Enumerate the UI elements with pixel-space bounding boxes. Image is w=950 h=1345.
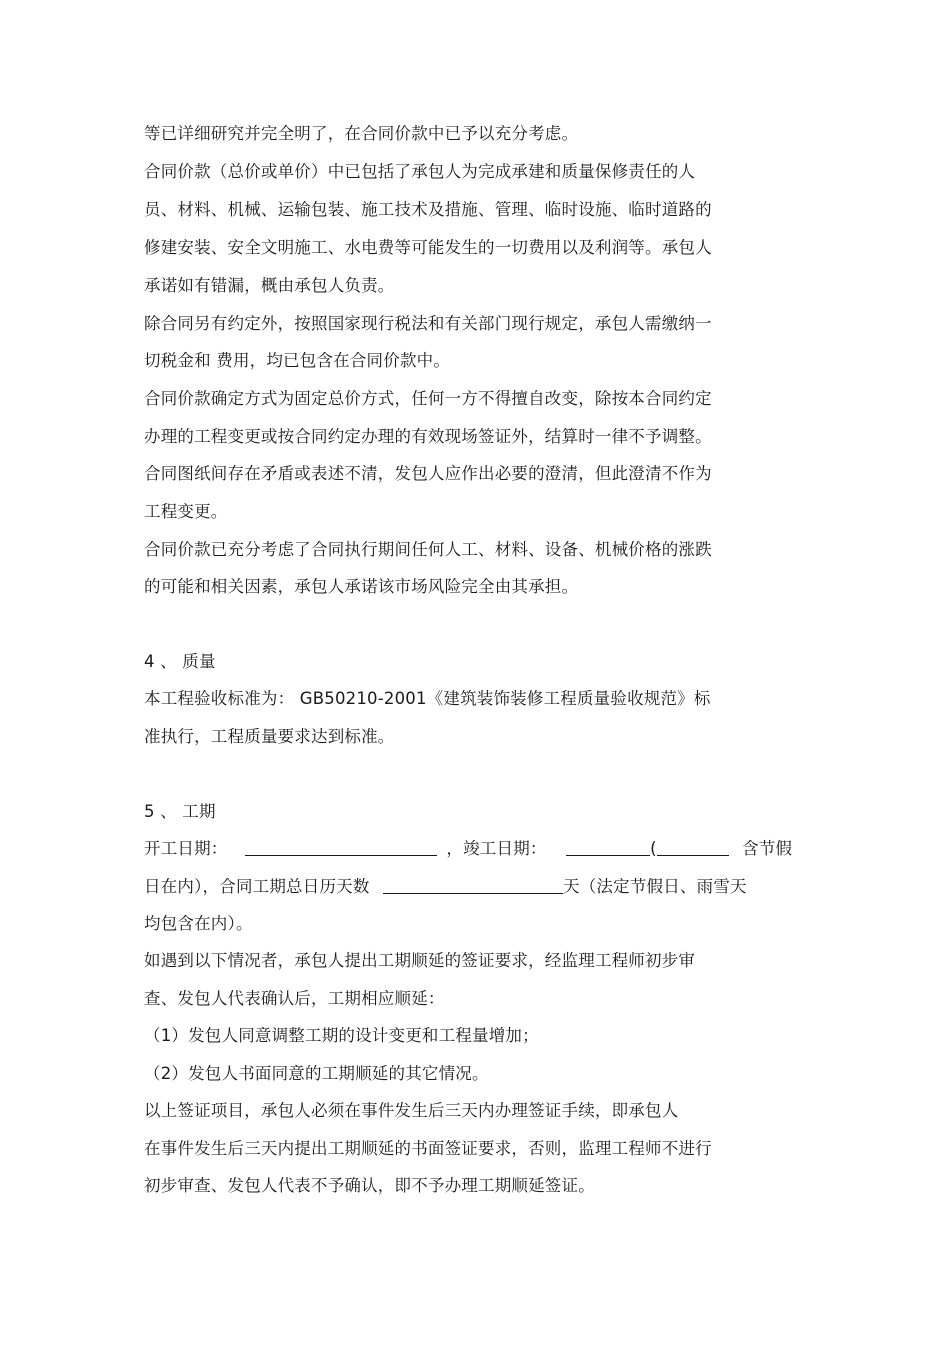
paragraph-line: 本工程验收标准为： GB50210-2001《建筑装饰装修工程质量验收规范》标 [144, 689, 711, 708]
paragraph-line: 合同图纸间存在矛盾或表述不清，发包人应作出必要的澄清，但此澄清不作为 [144, 464, 712, 483]
paragraph-line: 合同价款已充分考虑了合同执行期间任何人工、材料、设备、机械价格的涨跌 [144, 540, 712, 559]
paragraph-line: 合同价款（总价或单价）中已包括了承包人为完成承建和质量保修责任的人 [144, 162, 696, 181]
paragraph-line: 初步审查、发包人代表不予确认，即不予办理工期顺延签证。 [144, 1176, 595, 1195]
start-date-blank [245, 839, 437, 856]
paragraph-line: 如遇到以下情况者，承包人提出工期顺延的签证要求，经监理工程师初步审 [144, 951, 696, 970]
paragraph-line: 等已详细研究并完全明了，在合同价款中已予以充分考虑。 [144, 124, 579, 143]
duration-line [144, 876, 747, 898]
holiday-label: 含节假 [742, 839, 793, 858]
open-paren: ( [650, 839, 657, 858]
paragraph-line: 在事件发生后三天内提出工期顺延的书面签证要求，否则，监理工程师不进行 [144, 1139, 712, 1158]
duration-blank [383, 877, 563, 894]
completion-date-label: ，竣工日期： [446, 839, 547, 858]
completion-date-blank [566, 839, 650, 856]
paragraph-line: 以上签证项目，承包人必须在事件发生后三天内办理签证手续，即承包人 [144, 1101, 679, 1120]
paragraph-line: 准执行，工程质量要求达到标准。 [144, 727, 395, 746]
paragraph-line: 合同价款确定方式为固定总价方式，任何一方不得擅自改变，除按本合同约定 [144, 389, 712, 408]
start-date-label: 开工日期： [144, 839, 228, 858]
paragraph-line: 修建安装、安全文明施工、水电费等可能发生的一切费用以及利润等。承包人 [144, 238, 712, 257]
paragraph-line: 工程变更。 [144, 502, 228, 521]
paragraph-line: 的可能和相关因素，承包人承诺该市场风险完全由其承担。 [144, 577, 579, 596]
start-date-line [144, 838, 792, 860]
completion-date-blank-2 [657, 839, 729, 856]
paragraph-line: 查、发包人代表确认后，工期相应顺延： [144, 989, 445, 1008]
duration-unit: 天（法定节假日、雨雪天 [563, 877, 747, 896]
duration-label: 日在内），合同工期总日历天数 [144, 877, 370, 896]
list-item: （2）发包人书面同意的工期顺延的其它情况。 [144, 1064, 489, 1083]
paragraph-line: 切税金和 费用，均已包含在合同价款中。 [144, 351, 451, 370]
list-item: （1）发包人同意调整工期的设计变更和工程量增加； [144, 1026, 539, 1045]
paragraph-line: 承诺如有错漏，概由承包人负责。 [144, 276, 395, 295]
section-heading-quality: 4 、 质量 [144, 652, 216, 671]
section-heading-schedule: 5 、 工期 [144, 802, 216, 821]
paragraph-line: 均包含在内）。 [144, 914, 253, 933]
paragraph-line: 除合同另有约定外，按照国家现行税法和有关部门现行规定，承包人需缴纳一 [144, 314, 712, 333]
paragraph-line: 办理的工程变更或按合同约定办理的有效现场签证外，结算时一律不予调整。 [144, 427, 712, 446]
paragraph-line: 员、材料、机械、运输包装、施工技术及措施、管理、临时设施、临时道路的 [144, 200, 712, 219]
